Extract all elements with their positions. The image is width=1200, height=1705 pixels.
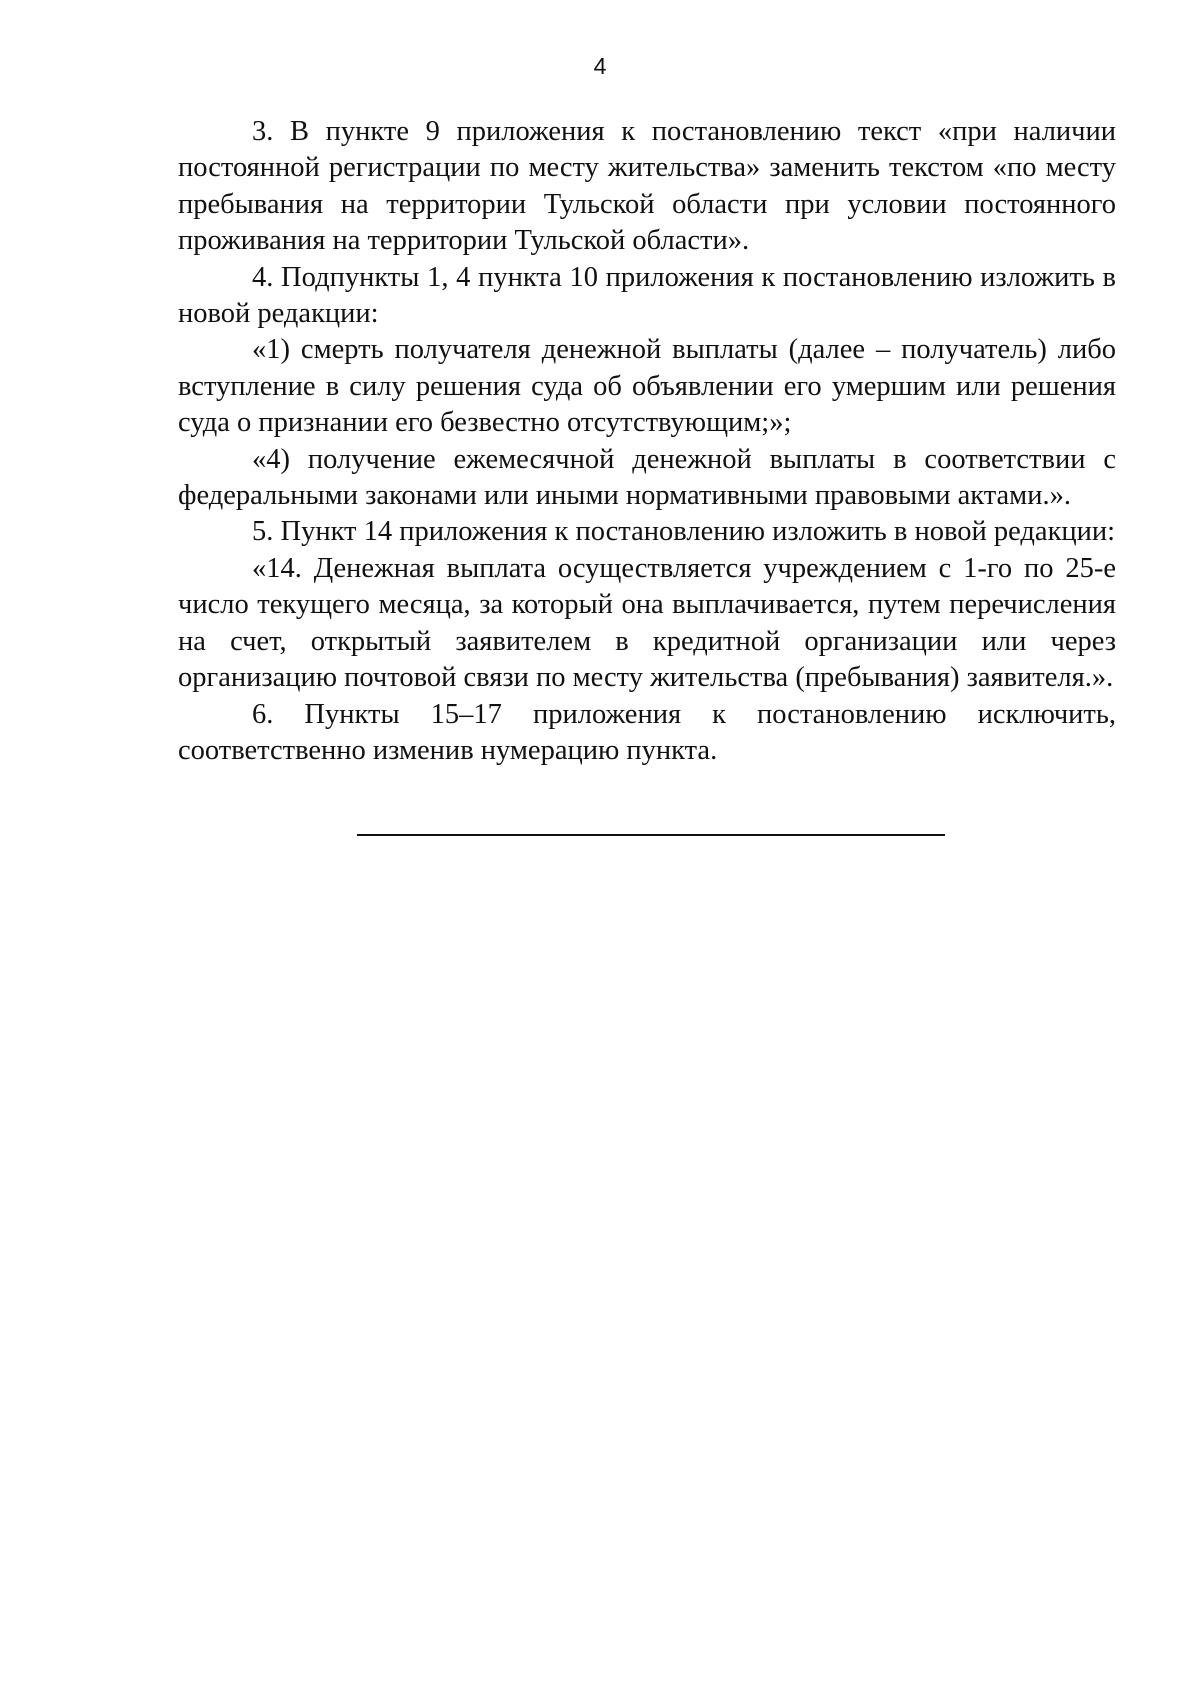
paragraph-item-3: 3. В пункте 9 приложения к постановлению текст «при наличии постоянной регистрации по месту жительства» заменить текстом «по месту пребывания на территории Тульской области при условии постоянного проживания на территории Тульской области».	[178, 116, 1116, 257]
paragraph-item-6: 6. Пункты 15–17 приложения к постановлению исключить, соответственно изменив нумерацию пункта.	[178, 698, 1116, 766]
page-number: 4	[593, 53, 607, 79]
document-body	[178, 114, 1116, 769]
point-14-text: «14. Денежная выплата осуществляется учреждением с 1-го по 25-е число текущего месяца, за который она выплачивается, путем перечисления на счет, открытый заявителем в кредитной организации или через организацию почтовой связи по месту жительства (пребывания) заявителя.».	[178, 552, 1116, 694]
paragraph-item-4: 4. Подпункты 1, 4 пункта 10 приложения к постановлению изложить в новой редакции:	[178, 261, 1116, 330]
paragraph-item-5: 5. Пункт 14 приложения к постановлению изложить в новой редакции:	[252, 516, 1116, 548]
end-separator-line	[357, 834, 945, 836]
subpoint-4-text: «4) получение ежемесячной денежной выплаты в соответствии с федеральными законами или иными нормативными правовыми актами.».	[178, 443, 1116, 512]
subpoint-1-text: «1) смерть получателя денежной выплаты (далее – получатель) либо вступление в силу решения суда об объявлении его умершим или решения суда о признании его безвестно отсутствующим;»;	[178, 334, 1116, 439]
